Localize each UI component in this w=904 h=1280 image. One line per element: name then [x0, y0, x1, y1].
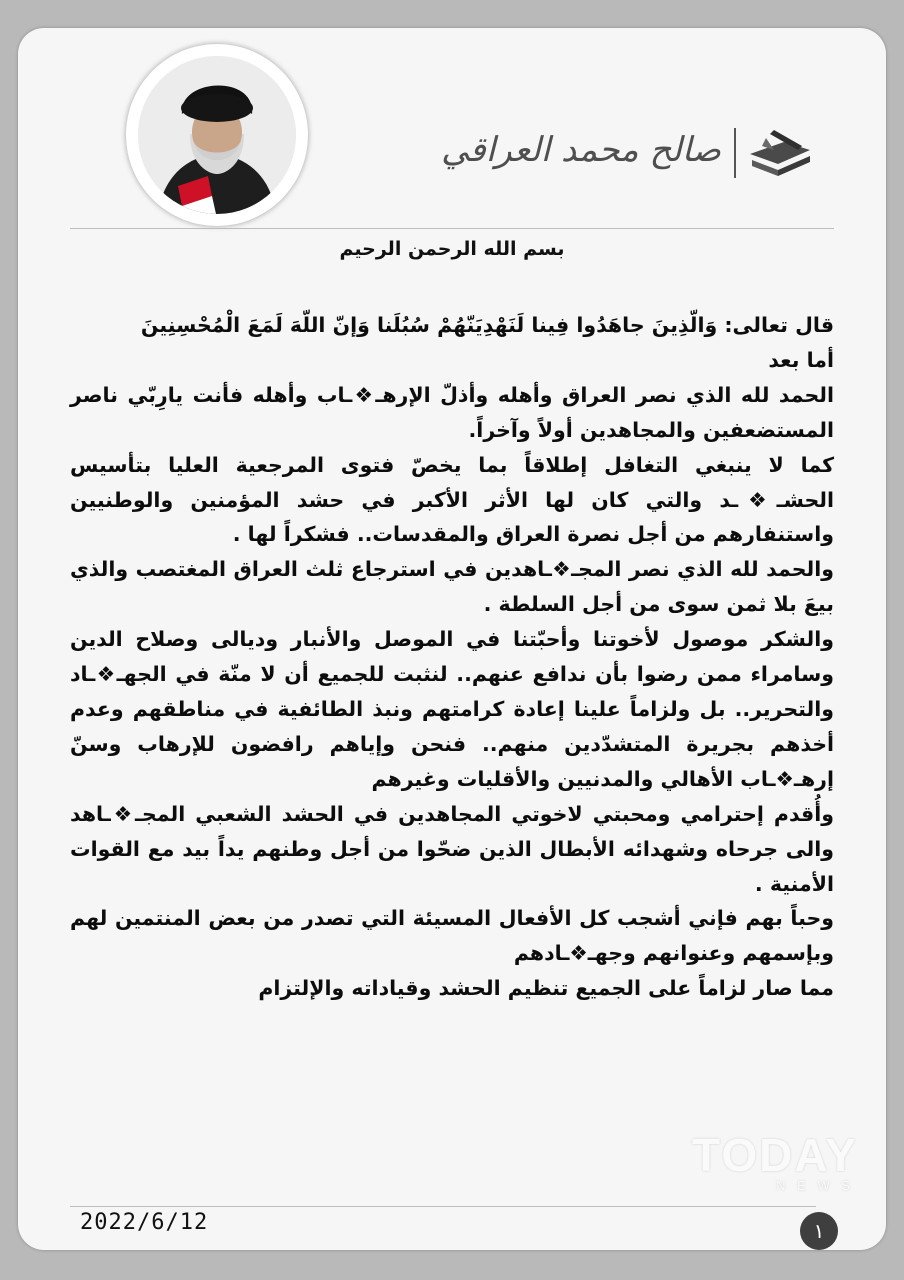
watermark-brand: TODAY — [692, 1129, 858, 1181]
basmala-heading: بسم الله الرحمن الرحيم — [339, 238, 565, 260]
paragraph: وحباً بهم فإني أشجب كل الأفعال المسيئة التي تصدر من بعض المنتمين لهم وبإسمهم وعنوانهم وجهـ❖ـادهم — [70, 906, 834, 966]
statement-body — [70, 308, 834, 1006]
paragraph: مما صار لزاماً على الجميع تنظيم الحشد وقياداته والإلتزام — [258, 976, 834, 1001]
portrait-avatar — [126, 44, 308, 226]
header-divider — [70, 228, 834, 229]
page-number-badge: ١ — [800, 1212, 838, 1250]
statement-page — [18, 28, 886, 1250]
person-icon — [138, 56, 296, 214]
author-logo — [441, 118, 816, 186]
paragraph: قال تعالى: وَالّذِينَ جاهَدُوا فِينا لَنَهْدِيَنّهُمْ سُبُلَنا وَإنّ اللّهَ لَمَعَ الْمُحْسِنِينَ — [140, 313, 834, 337]
paragraph: الحمد لله الذي نصر العراق وأهله وأذلّ الإرهـ❖ـاب وأهله فأنت يارِبّي ناصر المستضعفين والمجاهدين أولاً وآخراً. — [70, 382, 834, 442]
paragraph: والشكر موصول لأخوتنا وأحبّتنا في الموصل والأنبار وديالى وصلاح الدين وسامراء ممن رضوا بأن ندافع عنهم.. لنثبت للجميع أن لا منّة في الجهـ❖ـاد والتحرير.. بل ولزاماً علينا إعادة كرامتهم ونبذ الطائفية في مناطقهم وعدم أخذهم بجريرة المتشدّدين منهم.. فنحن وإياهم رافضون للإرهاب وسنّ إرهـ❖ـاب الأهالي والمدنيين والأقليات وغيرهم — [70, 627, 834, 791]
footer-divider — [70, 1206, 816, 1207]
paragraph: والحمد لله الذي نصر المجـ❖ـاهدين في استرجاع ثلث العراق المغتصب والذي بيعَ بلا ثمن سوى من أجل السلطة . — [70, 557, 834, 617]
statement-date: 2022/6/12 — [80, 1210, 209, 1235]
book-pen-icon — [744, 124, 816, 180]
portrait-photo — [138, 56, 296, 214]
watermark-sub: N E W S — [776, 1178, 854, 1193]
news-watermark — [692, 1128, 858, 1198]
logo-divider — [734, 128, 736, 178]
paragraph: وأُقدم إحترامي ومحبتي لاخوتي المجاهدين في الحشد الشعبي المجـ❖ـاهد والى جرحاه وشهدائه الأبطال الذين ضحّوا من أجل وطنهم يداً بيد مع القوات الأمنية . — [70, 801, 834, 896]
paragraph: أما بعد — [768, 347, 834, 372]
logo-calligraphy: صالح محمد العراقي — [441, 130, 721, 170]
paragraph: كما لا ينبغي التغافل إطلاقاً بما يخصّ فتوى المرجعية العليا بتأسيس الحشـ❖ـد والتي كان لها الأثر الأكبر في حشد المؤمنين والوطنيين واستنفارهم من أجل نصرة العراق والمقدسات.. فشكراً لها . — [70, 452, 834, 547]
